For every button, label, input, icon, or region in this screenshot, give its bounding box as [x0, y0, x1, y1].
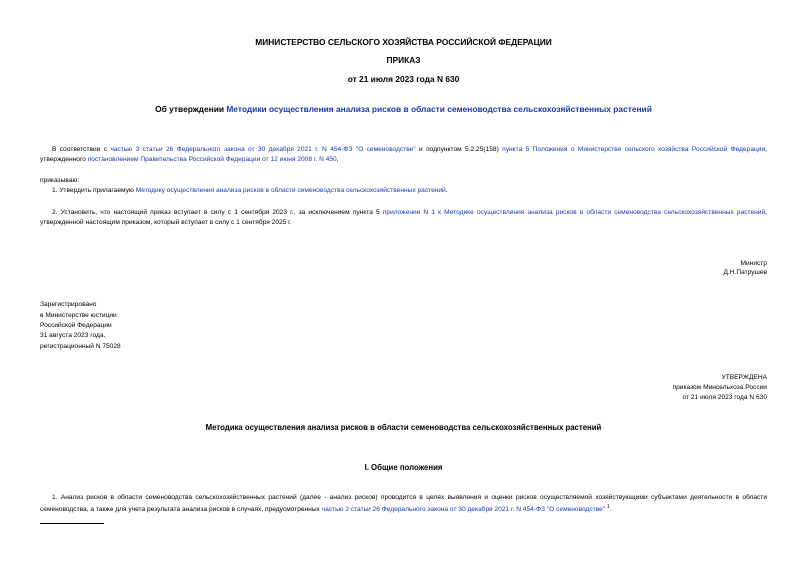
- approved-line-3: от 21 июля 2023 года N 630: [682, 394, 767, 401]
- para-1-text-1: 1. Анализ рисков в области семеноводства сельскохозяйственных растений (далее - анализ рисков) проводится в целях выявления и оценки рисков осуществляемой хозяйствующими субъектами деятельности в области семеноводства, а также для учета результата анализа рисков в случаях, предусмотренных: [40, 494, 767, 513]
- ministry-heading: МИНИСТЕРСТВО СЕЛЬСКОГО ХОЗЯЙСТВА РОССИЙСКОЙ ФЕДЕРАЦИИ: [255, 37, 552, 47]
- preamble-paragraph: [40, 145, 767, 164]
- registration-line-2: в Министерстве юстиции: [40, 312, 117, 319]
- item-2-link-appendix[interactable]: приложения N 1 к Методике осуществления анализа рисков в области семеноводства сельскохозяйственных растений: [382, 209, 766, 216]
- footnote-divider: [40, 523, 104, 524]
- footnote-ref[interactable]: 1: [607, 503, 610, 510]
- approved-line-1: УТВЕРЖДЕНА: [721, 374, 767, 381]
- item-2-text-1: 2. Установить, что настоящий приказ вступает в силу с 1 сентября 2023 г., за исключением пункта 5: [52, 209, 383, 216]
- order-heading: ПРИКАЗ: [386, 55, 421, 65]
- preamble-text-2: и подпунктом 5.2.25(158): [415, 146, 503, 153]
- order-title: [40, 104, 767, 114]
- preamble-text-3: , утвержденного: [40, 146, 768, 163]
- signature-name: Д.Н.Патрушев: [723, 269, 767, 276]
- registration-line-3: Российской Федерации: [40, 322, 112, 329]
- registration-line-5: регистрационный N 75028: [40, 343, 121, 350]
- para-1-link-law[interactable]: частью 2 статьи 26 Федерального закона от 30 декабря 2021 г. N 454-ФЗ "О семеноводстве": [321, 505, 606, 513]
- item-2-text-2: , утвержденной настоящим приказом, который вступает в силу с 1 сентября 2025 г.: [40, 209, 767, 226]
- item-2-paragraph: [40, 208, 767, 227]
- preamble-link-resolution[interactable]: постановлением Правительства Российской Федерации от 12 июня 2008 г. N 450: [87, 155, 337, 163]
- order-title-link[interactable]: Методики осуществления анализа рисков в области семеноводства сельскохозяйственных растений: [226, 104, 652, 114]
- preamble-link-law[interactable]: частью 3 статьи 26 Федерального закона от 30 декабря 2021 г. N 454-ФЗ "О семеноводстве": [110, 146, 416, 153]
- approved-line-2: приказом Минсельхоза России: [672, 384, 767, 391]
- signature-position: Министр: [740, 260, 767, 267]
- method-paragraph-1: [40, 493, 767, 514]
- registration-line-4: 31 августа 2023 года,: [40, 332, 106, 339]
- preamble-text-1: В соответствии с: [52, 146, 111, 153]
- preamble-text-4: ,: [336, 155, 339, 163]
- item-1-text-2: .: [445, 187, 448, 194]
- item-1-paragraph: [52, 186, 767, 196]
- order-date: от 21 июля 2023 года N 630: [347, 74, 460, 84]
- para-1-text-3: .: [609, 505, 612, 513]
- item-1-link-method[interactable]: Методику осуществления анализа рисков в области семеноводства сельскохозяйственных растений: [135, 187, 446, 194]
- order-word: приказываю:: [40, 177, 80, 184]
- section-title: I. Общие положения: [364, 463, 443, 472]
- method-title: Методика осуществления анализа рисков в области семеноводства сельскохозяйственных растений: [205, 423, 602, 432]
- preamble-link-regulation[interactable]: пункта 5 Положения о Министерстве сельского хозяйства Российской Федерации: [502, 146, 766, 153]
- order-title-prefix: Об утверждении: [155, 104, 227, 114]
- registration-line-1: Зарегистрировано: [40, 301, 97, 308]
- item-1-text-1: 1. Утвердить прилагаемую: [52, 187, 136, 194]
